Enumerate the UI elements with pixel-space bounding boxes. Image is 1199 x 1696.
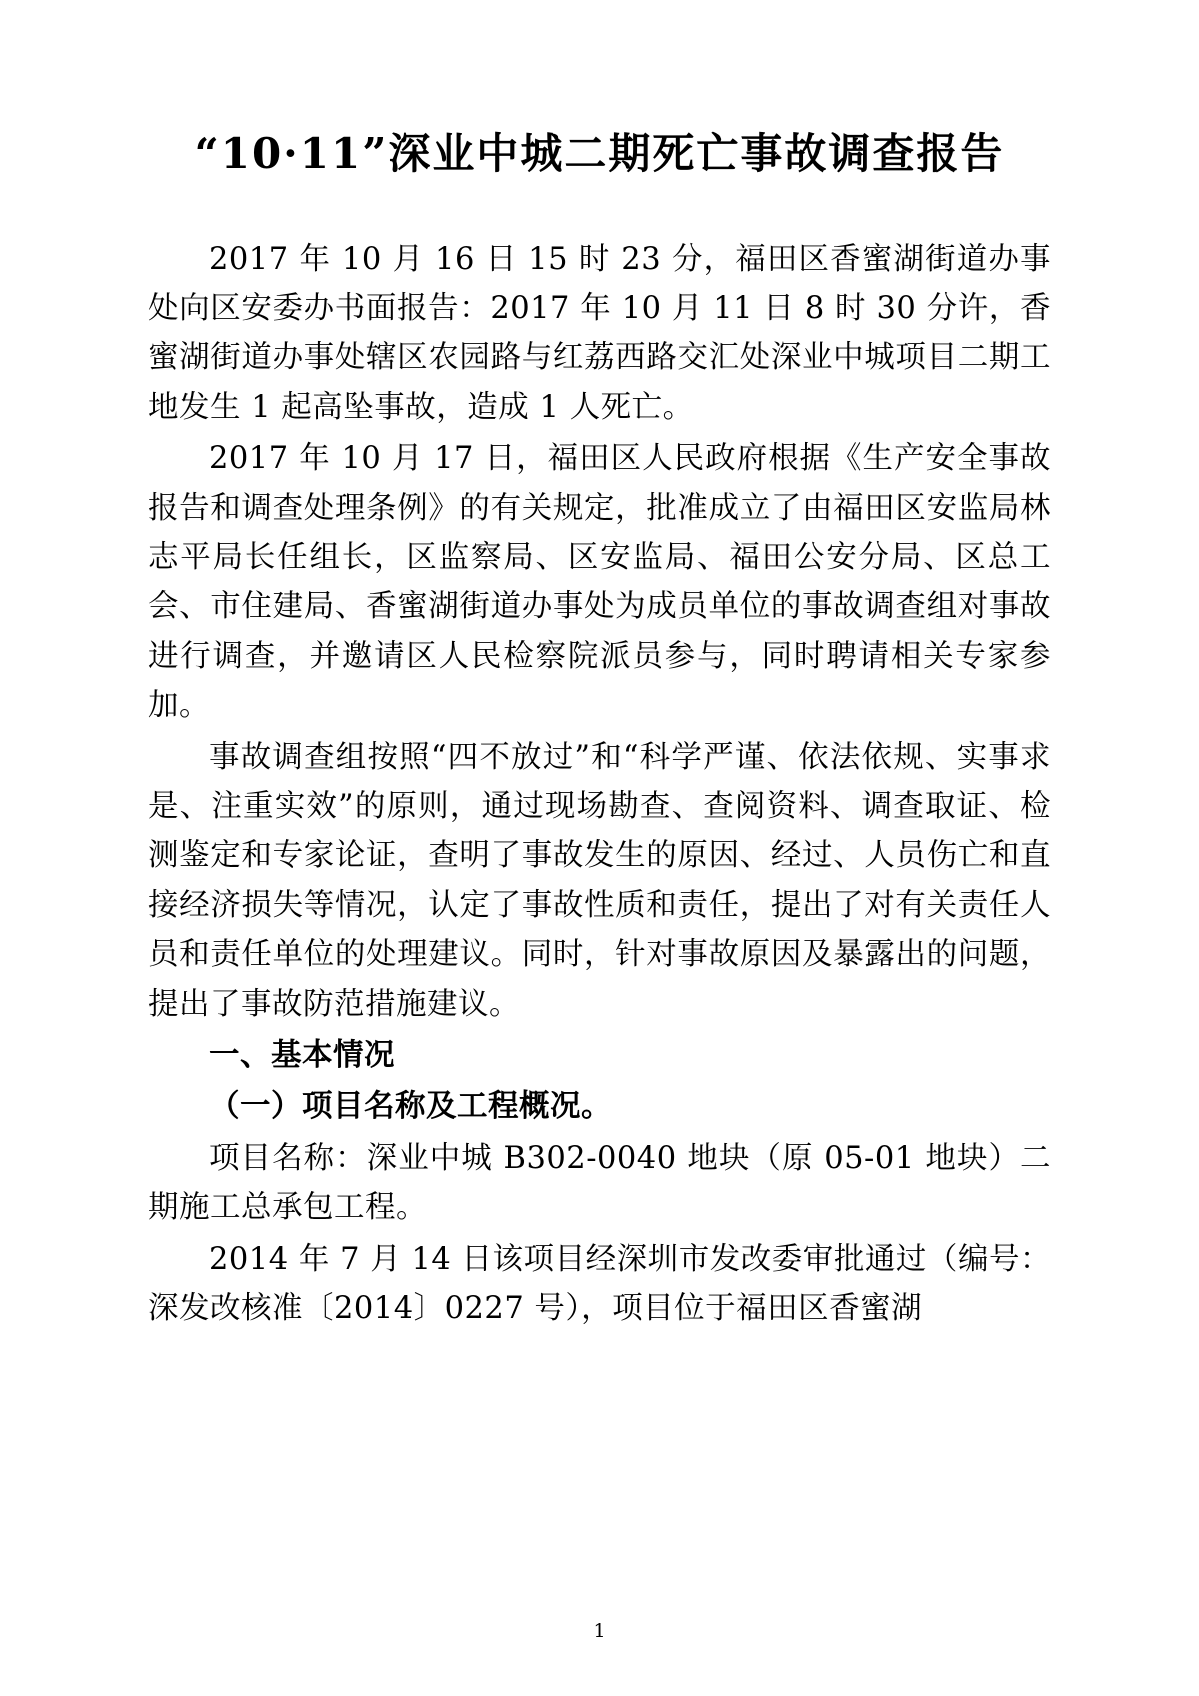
- paragraph-investigation-team: 2017 年 10 月 17 日，福田区人民政府根据《生产安全事故报告和调查处理条例》的有关规定，批准成立了由福田区安监局林志平局长任组长，区监察局、区安监局、福田公安分局、区总工会、市住建局、香蜜湖街道办事处为成员单位的事故调查组对事故进行调查，并邀请区人民检察院派员参与，同时聘请相关专家参加。: [148, 441, 1051, 724]
- page-number: 1: [593, 1620, 606, 1642]
- page-title: “10·11”深业中城二期死亡事故调查报告: [194, 129, 1005, 178]
- paragraph-project-approval: 2014 年 7 月 14 日该项目经深圳市发改委审批通过（编号：深发改核准〔2014〕0227 号），项目位于福田区香蜜湖: [148, 1241, 1051, 1327]
- paragraph-investigation-principles: 事故调查组按照“四不放过”和“科学严谨、依法依规、实事求是、注重实效”的原则，通过现场勘查、查阅资料、调查取证、检测鉴定和专家论证，查明了事故发生的原因、经过、人员伤亡和直接经济损失等情况，认定了事故性质和责任，提出了对有关责任人员和责任单位的处理建议。同时，针对事故原因及暴露出的问题，提出了事故防范措施建议。: [148, 739, 1051, 1022]
- paragraph-report-notice: 2017 年 10 月 16 日 15 时 23 分，福田区香蜜湖街道办事处向区安委办书面报告：2017 年 10 月 11 日 8 时 30 分许，香蜜湖街道办事处辖区农园路与红荔西路交汇处深业中城项目二期工地发生 1 起高坠事故，造成 1 人死亡。: [148, 241, 1051, 425]
- subsection-heading-project-name: （一）项目名称及工程概况。: [209, 1088, 612, 1125]
- paragraph-project-name: 项目名称：深业中城 B302-0040 地块（原 05-01 地块）二期施工总承包工程。: [148, 1140, 1051, 1226]
- section-heading-basic-situation: 一、基本情况: [209, 1037, 395, 1073]
